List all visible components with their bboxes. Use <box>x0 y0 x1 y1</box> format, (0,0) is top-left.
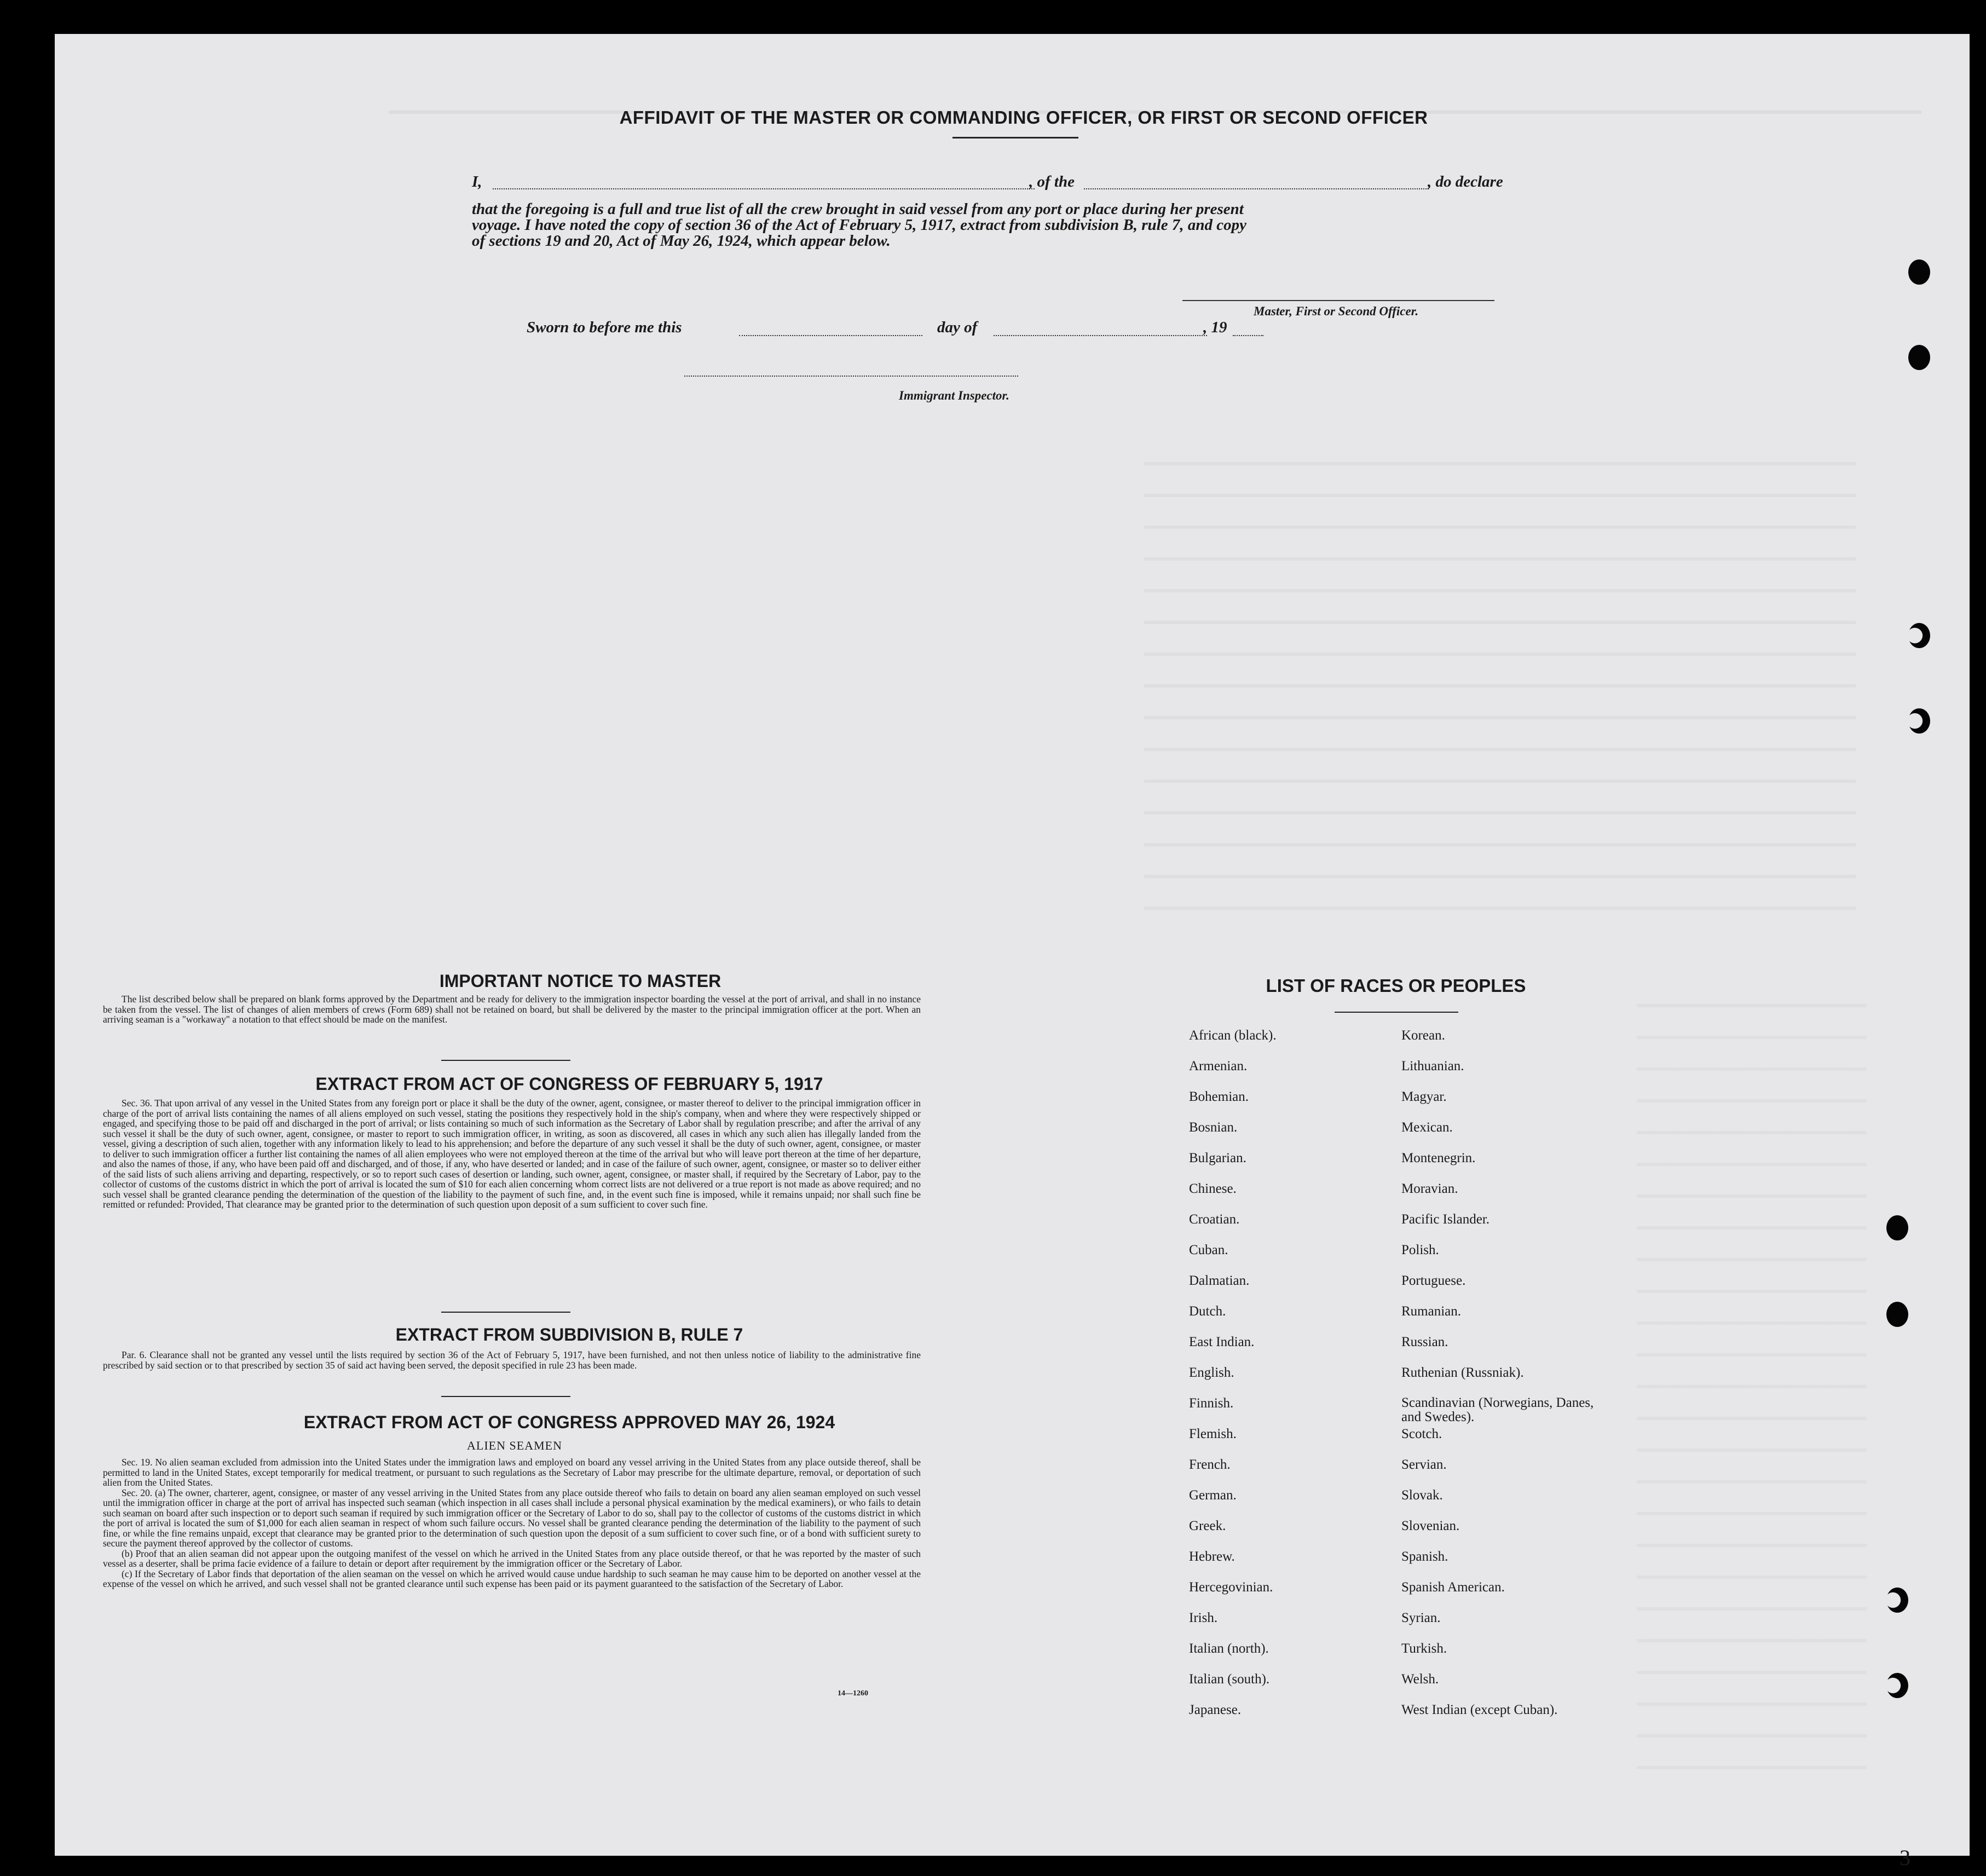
race-item: Turkish. <box>1401 1641 1447 1656</box>
notice-title: IMPORTANT NOTICE TO MASTER <box>439 971 721 991</box>
race-item: Scandinavian (Norwegians, Danes, and Swedes). <box>1401 1395 1594 1424</box>
race-item: Bosnian. <box>1189 1120 1238 1135</box>
extract-rule7-text <box>103 1350 921 1370</box>
form-number: 14—1260 <box>838 1689 868 1698</box>
races-title-rule <box>1335 1012 1458 1013</box>
extract-1924-paragraph: (b) Proof that an alien seaman did not appear upon the outgoing manifest of the vessel on which he arrived in the United States from any place outside thereof, or that he was reported by the master of such vessel as a deserter, shall be prima facie evidence of a failure to detain or deport after requirement by the immigration officer or the Secretary of Labor. <box>103 1548 921 1569</box>
race-item: Finnish. <box>1189 1396 1234 1411</box>
binder-hole <box>1908 708 1930 734</box>
affidavit-title: AFFIDAVIT OF THE MASTER OR COMMANDING OFFICER, OR FIRST OR SECOND OFFICER <box>619 107 1428 128</box>
race-item: Russian. <box>1401 1335 1448 1349</box>
binder-hole <box>1908 259 1930 285</box>
race-item: English. <box>1189 1365 1234 1380</box>
race-item: Italian (south). <box>1189 1672 1270 1687</box>
day-of-label: day of <box>937 319 978 336</box>
extract-rule7-title: EXTRACT FROM SUBDIVISION B, RULE 7 <box>395 1325 743 1344</box>
race-item: Slovak. <box>1401 1488 1443 1503</box>
race-item: Spanish. <box>1401 1549 1448 1564</box>
race-item: African (black). <box>1189 1028 1277 1043</box>
binder-hole <box>1886 1588 1908 1613</box>
race-item: Bohemian. <box>1189 1089 1249 1104</box>
race-item: Pacific Islander. <box>1401 1212 1490 1227</box>
race-item: Portuguese. <box>1401 1273 1466 1288</box>
page-margin-mark: 3 <box>1900 1845 1910 1870</box>
master-signature-caption: Master, First or Second Officer. <box>1254 304 1419 318</box>
sworn-year-blank[interactable] <box>1233 335 1263 336</box>
race-item: Montenegrin. <box>1401 1151 1476 1165</box>
notice-paragraph: The list described below shall be prepared on blank forms approved by the Department and be ready for delivery to the immigration inspector boarding the vessel at the port of arrival, and shall in no instance be taken from the vessel. The list of changes of alien members of crews (Form 689) shall not be retained on board, but shall be delivered by the master to the principal immigration officer at the port. When an arriving seaman is a "workaway" a notation to that effect should be made on the manifest. <box>103 994 921 1025</box>
binder-hole <box>1886 1302 1908 1327</box>
year-label: , 19 <box>1203 319 1227 336</box>
of-the-label: , of the <box>1029 173 1075 191</box>
extract-1924-text <box>103 1457 921 1589</box>
race-item: Greek. <box>1189 1519 1226 1533</box>
extract-1917-title: EXTRACT FROM ACT OF CONGRESS OF FEBRUARY 5, 1917 <box>315 1074 823 1094</box>
affidavit-body <box>472 201 1528 249</box>
race-item: German. <box>1189 1488 1237 1503</box>
declarant-name-blank[interactable] <box>493 188 1035 189</box>
race-item: Mexican. <box>1401 1120 1453 1135</box>
affidavit-line: that the foregoing is a full and true list of all the crew brought in said vessel from any port or place during her present <box>472 200 1244 218</box>
race-item: Flemish. <box>1189 1427 1237 1441</box>
race-item: Slovenian. <box>1401 1519 1460 1533</box>
race-item: Hebrew. <box>1189 1549 1235 1564</box>
race-item: French. <box>1189 1457 1231 1472</box>
inspector-signature-line[interactable] <box>684 376 1018 377</box>
races-left-column <box>1189 1028 1277 1733</box>
race-item: Polish. <box>1401 1243 1439 1257</box>
master-signature-line[interactable] <box>1182 300 1494 301</box>
i-label: I, <box>472 173 482 191</box>
race-item: Moravian. <box>1401 1181 1458 1196</box>
race-item: Servian. <box>1401 1457 1447 1472</box>
race-item: Rumanian. <box>1401 1304 1462 1319</box>
race-item: Magyar. <box>1401 1089 1447 1104</box>
race-item: Welsh. <box>1401 1672 1439 1687</box>
race-item: Bulgarian. <box>1189 1151 1246 1165</box>
sworn-month-blank[interactable] <box>994 335 1207 336</box>
affidavit-line: of sections 19 and 20, Act of May 26, 1924, which appear below. <box>472 232 891 250</box>
extract-1924-paragraph: Sec. 20. (a) The owner, charterer, agent, consignee, or master of any vessel arriving in the United States from any place outside thereof who fails to detain on board any alien seaman employed on such vessel until the immigration officer in charge at the port of arrival has inspected such seaman (which inspection in all cases shall include a personal physical examination by the medical examiners), or who fails to detain such seaman on board after such inspection or to deport such seaman if required by such immigration officer or the Secretary of Labor to do so, shall pay to the collector of customs of the customs district in which the port of arrival is located the sum of $1,000 for each alien seaman in respect of whom such failure occurs. No vessel shall be granted clearance pending the determination of the liability to the payment of such fine, or while the fine remains unpaid, except that clearance may be granted prior to the determination of such question upon the deposit of a sum sufficient to cover such fine, or of a bond with sufficient surety to secure the payment thereof approved by the collector of customs. <box>103 1487 921 1549</box>
race-item: Cuban. <box>1189 1243 1228 1257</box>
race-item: Croatian. <box>1189 1212 1240 1227</box>
extract-1924-paragraph: (c) If the Secretary of Labor finds that deportation of the alien seaman on the vessel on which he arrived would cause undue hardship to such seaman he may cause him to be deported on another vessel at the expense of the vessel on which he arrived, and such vessel shall not be granted clearance until such expense has been paid or its payment guaranteed to the satisfaction of the Secretary of Labor. <box>103 1568 921 1589</box>
section-rule <box>441 1312 570 1313</box>
inspector-caption: Immigrant Inspector. <box>899 389 1009 402</box>
race-item: East Indian. <box>1189 1335 1255 1349</box>
race-item: Syrian. <box>1401 1611 1441 1625</box>
race-item: Dutch. <box>1189 1304 1226 1319</box>
binder-hole <box>1886 1673 1908 1698</box>
race-item: Irish. <box>1189 1611 1218 1625</box>
race-item: Hercegovinian. <box>1189 1580 1273 1595</box>
races-title: LIST OF RACES OR PEOPLES <box>1266 975 1526 996</box>
vessel-name-blank[interactable] <box>1084 188 1429 189</box>
race-item: Korean. <box>1401 1028 1445 1043</box>
title-rule <box>952 137 1078 138</box>
sworn-day-blank[interactable] <box>739 335 922 336</box>
race-item: Ruthenian (Russniak). <box>1401 1365 1524 1380</box>
binder-hole <box>1908 345 1930 370</box>
binder-hole <box>1908 623 1930 648</box>
races-right-column <box>1401 1028 1598 1733</box>
race-item: Chinese. <box>1189 1181 1237 1196</box>
binder-hole <box>1886 1215 1908 1240</box>
extract-1917-text <box>103 1098 921 1210</box>
race-item: Lithuanian. <box>1401 1059 1464 1073</box>
race-item: Armenian. <box>1189 1059 1248 1073</box>
extract-1917-paragraph: Sec. 36. That upon arrival of any vessel in the United States from any foreign port or place it shall be the duty of the owner, agent, consignee, or master thereof to deliver to the principal immigration officer in charge of the port of arrival lists containing the names of all aliens employed on such vessel, stating the positions they respectively hold in the ship's company, when and where they were respectively shipped or engaged, and specifying those to be paid off and discharged in the port of arrival; or lists containing so much of such information as the Secretary of Labor shall by regulation prescribe; and after the arrival of any such vessel it shall be the duty of such owner, agent, consignee, or master to report to such immigration officer, in writing, as soon as discovered, all cases in which any such alien has illegally landed from the vessel, giving a description of such alien, together with any information likely to lead to his apprehension; and before the departure of any such vessel it shall be the duty of such owner, agent, consignee, or master to deliver to such immigration officer a further list containing the names of all alien employees who were not employed thereon at the time of the arrival but who will leave port thereon at the time of her departure, and also the names of those, if any, who have been paid off and discharged, and of those, if any, who have deserted or landed; and in case of the failure of such owner, agent, consignee, or master so to deliver either of the said lists of such aliens arriving and departing, respectively, or so to report such cases of desertion or landing, such owner, agent, consignee, or master shall, if required by the Secretary of Labor, pay to the collector of customs of the customs district in which the port of arrival is located the sum of $10 for each alien concerning whom correct lists are not delivered or a true report is not made as above required; and no such vessel shall be granted clearance pending the determination of the question of the liability to the payment of such fine, and, in the event such fine is imposed, while it remains unpaid; nor shall such fine be remitted or refunded: Provided, That clearance may be granted prior to the determination of such question upon deposit of a sum sufficient to cover such fine. <box>103 1098 921 1210</box>
extract-1924-paragraph: Sec. 19. No alien seaman excluded from admission into the United States under the immigration laws and employed on board any vessel arriving in the United States from any place outside thereof, shall be permitted to land in the United States, except temporarily for medical treatment, or pursuant to such regulations as the Secretary of Labor may prescribe for the ultimate departure, removal, or deportation of such alien from the United States. <box>103 1457 921 1488</box>
race-item: West Indian (except Cuban). <box>1401 1702 1558 1717</box>
race-item: Japanese. <box>1189 1702 1242 1717</box>
extract-rule7-paragraph: Par. 6. Clearance shall not be granted any vessel until the lists required by section 36 of the Act of February 5, 1917, have been furnished, and not then unless notice of liability to the administrative fine prescribed by said section or to that prescribed by section 35 of said act having been served, the deposit specified in rule 23 has been made. <box>103 1349 921 1371</box>
race-item: Dalmatian. <box>1189 1273 1250 1288</box>
section-rule <box>441 1060 570 1061</box>
race-item: Scotch. <box>1401 1427 1442 1441</box>
race-item: Italian (north). <box>1189 1641 1269 1656</box>
affidavit-line: voyage. I have noted the copy of section 36 of the Act of February 5, 1917, extract from subdivision B, rule 7, and copy <box>472 216 1246 234</box>
extract-1924-subtitle: ALIEN SEAMEN <box>467 1439 562 1452</box>
section-rule <box>441 1396 570 1397</box>
do-declare-label: , do declare <box>1428 173 1503 191</box>
race-item: Spanish American. <box>1401 1580 1505 1595</box>
sworn-label: Sworn to before me this <box>527 319 682 336</box>
extract-1924-title: EXTRACT FROM ACT OF CONGRESS APPROVED MAY 26, 1924 <box>303 1412 835 1432</box>
notice-text <box>103 994 921 1025</box>
